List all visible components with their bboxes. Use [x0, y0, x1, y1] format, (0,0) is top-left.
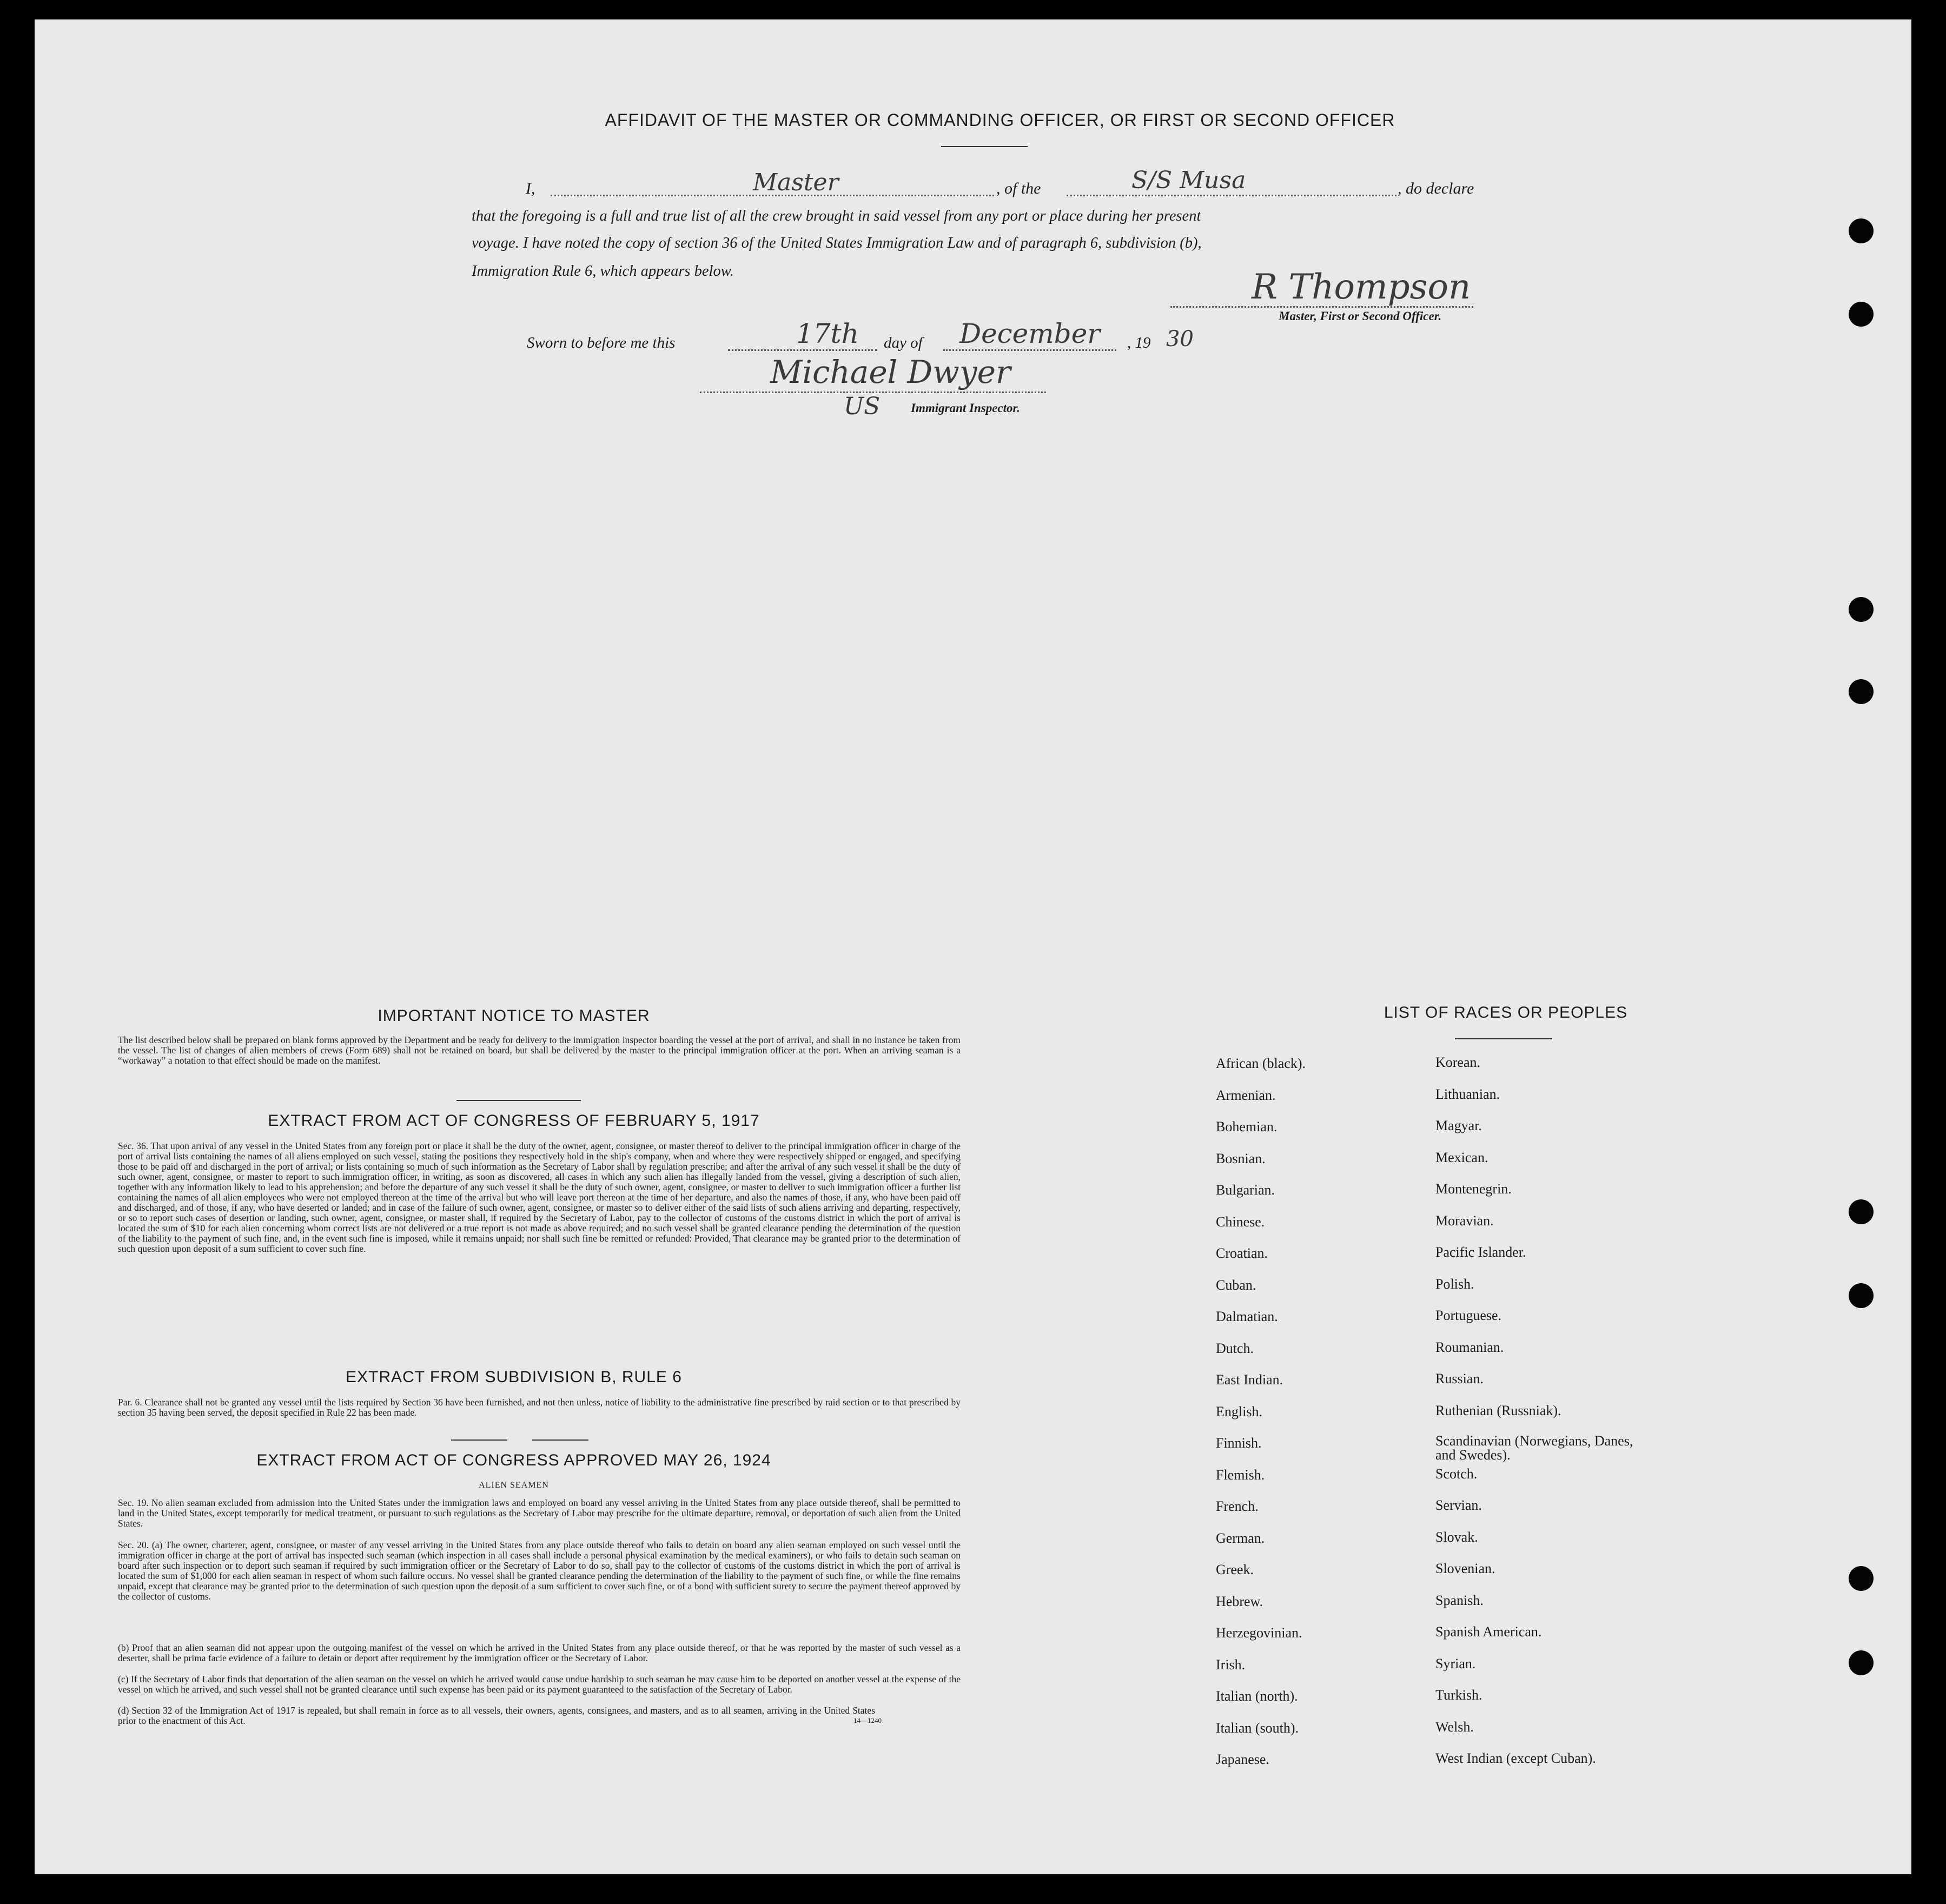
- race-item: Lithuanian.: [1435, 1086, 1500, 1102]
- race-item: Greek.: [1216, 1562, 1254, 1577]
- race-item: Dalmatian.: [1216, 1309, 1278, 1324]
- affidavit-line2: that the foregoing is a full and true list of all the crew brought in said vessel from any port or place during her present: [472, 208, 1201, 224]
- race-item: Cuban.: [1216, 1277, 1256, 1293]
- document-page: [35, 19, 1911, 1874]
- extract-1924-sec20d: (d) Section 32 of the Immigration Act of 1917 is repealed, but shall remain in force as to all vessels, their owners, agents, consignees, and masters, and as to all seamen, arriving in the United States prior to the enactment of this Act.: [118, 1705, 875, 1726]
- binder-hole: [1849, 1199, 1874, 1224]
- day-of-label: day of: [884, 334, 923, 351]
- year-prefix: , 19: [1127, 334, 1151, 351]
- day-handwritten: 17th: [796, 318, 859, 349]
- binder-hole: [1849, 302, 1874, 327]
- race-item: Hebrew.: [1216, 1593, 1263, 1609]
- race-item: Scotch.: [1435, 1465, 1478, 1482]
- binder-hole: [1849, 1283, 1874, 1308]
- form-number: 14—1240: [853, 1716, 882, 1724]
- race-item: Turkish.: [1435, 1687, 1482, 1703]
- race-item: Chinese.: [1216, 1213, 1265, 1230]
- sworn-label: Sworn to before me this: [527, 334, 676, 351]
- races-left-column: [1216, 1056, 1421, 1783]
- vessel-handwritten: S/S Musa: [1131, 167, 1246, 194]
- race-item: Portuguese.: [1435, 1308, 1502, 1323]
- binder-hole: [1849, 1650, 1874, 1675]
- race-item: Bohemian.: [1216, 1119, 1278, 1135]
- inspector-prefix: US: [844, 393, 881, 420]
- name-handwritten: Master: [753, 169, 839, 196]
- inspector-signature: Michael Dwyer: [770, 354, 1011, 390]
- month-handwritten: December: [959, 318, 1101, 349]
- race-item: Mexican.: [1435, 1149, 1488, 1165]
- race-item: Polish.: [1435, 1276, 1474, 1292]
- races-right-column: [1435, 1054, 1706, 1782]
- section-rule: [451, 1439, 507, 1441]
- race-item: Servian.: [1435, 1497, 1482, 1513]
- of-the-label: , of the: [996, 180, 1041, 197]
- extract-1924-sec20b: (b) Proof that an alien seaman did not appear upon the outgoing manifest of the vessel on which he arrived in the United States from any place outside thereof, or that he was reported by the master of such vessel as a deserter, shall be prima facie evidence of a failure to detain or deport after requirement by the immigration officer or the Secretary of Labor.: [118, 1642, 961, 1663]
- binder-hole: [1849, 218, 1874, 243]
- i-label: I,: [526, 180, 535, 197]
- race-item: Welsh.: [1435, 1719, 1474, 1735]
- race-item: Magyar.: [1435, 1118, 1482, 1133]
- race-item: Spanish.: [1435, 1592, 1484, 1608]
- race-item: Dutch.: [1216, 1340, 1254, 1356]
- race-item: Montenegrin.: [1435, 1181, 1512, 1197]
- section-rule: [456, 1100, 581, 1101]
- binder-hole: [1849, 597, 1874, 622]
- binder-hole: [1849, 679, 1874, 704]
- signature-caption: Master, First or Second Officer.: [1279, 309, 1442, 323]
- races-rule: [1455, 1038, 1552, 1039]
- affidavit-line3: voyage. I have noted the copy of section 36 of the United States Immigration Law and of paragraph 6, subdivision (b),: [472, 235, 1202, 251]
- section-rule: [532, 1439, 588, 1441]
- race-item: Russian.: [1435, 1371, 1484, 1386]
- month-line: [943, 349, 1116, 351]
- extract-1924-sec20a: Sec. 20. (a) The owner, charterer, agent, consignee, or master of any vessel arriving in the United States from any place outside thereof who fails to detain on board any alien seaman employed on such vessel until the immigration officer in charge at the port of arrival has inspected such seaman (which inspection in all cases shall include a personal physical examination by the medical examiners), or who fails to detain such seaman on board after such inspection or to deport such seaman if required by such immigration officer or the Secretary of Labor to do so, shall pay to the collector of customs of the customs district in which the port of arrival is located the sum of $1,000 for each alien seaman in respect of whom such failure occurs. No vessel shall be granted clearance pending the determination of the liability to the payment of such fine, or while the fine remains unpaid, except that clearance may be granted prior to the determination of such question upon the deposit of a sum sufficient to cover such fine, or of a bond with sufficient surety to secure the payment thereof approved by the collector of customs.: [118, 1540, 961, 1602]
- affidavit-title: AFFIDAVIT OF THE MASTER OR COMMANDING OFFICER, OR FIRST OR SECOND OFFICER: [605, 110, 1395, 130]
- extract-1924-sec19: Sec. 19. No alien seaman excluded from admission into the United States under the immigration laws and employed on board any vessel arriving in the United States from any place outside thereof, shall be permitted to land in the United States, except temporarily for medical treatment, or pursuant to such regulations as the Secretary of Labor may prescribe for the ultimate departure, removal, or deportation of such alien from the United States.: [118, 1497, 961, 1529]
- race-item: Italian (north).: [1216, 1688, 1298, 1704]
- race-item: French.: [1216, 1498, 1259, 1514]
- subdivision-title: EXTRACT FROM SUBDIVISION B, RULE 6: [346, 1368, 682, 1386]
- race-item: Spanish American.: [1435, 1624, 1542, 1640]
- master-signature: R Thompson: [1252, 267, 1471, 307]
- race-item: Slovenian.: [1435, 1561, 1495, 1576]
- race-item: German.: [1216, 1530, 1265, 1546]
- affidavit-line1: [526, 167, 1559, 209]
- race-item: Syrian.: [1435, 1655, 1476, 1671]
- inspector-caption: Immigrant Inspector.: [911, 401, 1020, 415]
- do-declare-label: , do declare: [1398, 180, 1474, 197]
- race-item: Japanese.: [1216, 1752, 1269, 1767]
- extract-1924-title: EXTRACT FROM ACT OF CONGRESS APPROVED MAY 26, 1924: [256, 1451, 771, 1469]
- subdivision-body: Par. 6. Clearance shall not be granted any vessel until the lists required by Section 36 have been furnished, and not then unless, notice of liability to the administrative fine prescribed by raid section or to that prescribed by section 35 having been served, the deposit specified in Rule 22 has been made.: [118, 1397, 961, 1418]
- race-item: Irish.: [1216, 1656, 1246, 1673]
- affidavit-line4: Immigration Rule 6, which appears below.: [472, 263, 734, 280]
- extract-1917-title: EXTRACT FROM ACT OF CONGRESS OF FEBRUARY 5, 1917: [268, 1112, 760, 1130]
- race-item: Moravian.: [1435, 1212, 1494, 1229]
- race-item: Croatian.: [1216, 1245, 1268, 1261]
- race-item: West Indian (except Cuban).: [1435, 1750, 1596, 1766]
- race-item: Ruthenian (Russniak).: [1435, 1402, 1561, 1418]
- race-item: Korean.: [1435, 1054, 1481, 1070]
- race-item: Bosnian.: [1216, 1150, 1266, 1166]
- race-item: African (black).: [1216, 1056, 1306, 1071]
- binder-hole: [1849, 1566, 1874, 1591]
- race-item: East Indian.: [1216, 1372, 1283, 1388]
- race-item: Bulgarian.: [1216, 1182, 1275, 1198]
- extract-1917-body: Sec. 36. That upon arrival of any vessel in the United States from any foreign port or place it shall be the duty of the owner, agent, consignee, or master thereof to deliver to the principal immigration officer in charge of the port of arrival lists containing the names of all aliens employed on such vessel, stating the positions they respectively hold in the ship's company, when and where they were respectively shipped or engaged, and specifying those to be paid off and discharged in the port of arrival; or lists containing so much of such information as the Secretary of Labor shall by regulation prescribe; and after the arrival of any such vessel it shall be the duty of such owner, agent, consignee, or master to report to such immigration officer, in writing, as soon as discovered, all cases in which any such alien has illegally landed from the vessel, giving a description of such alien, together with any information likely to lead to his apprehension; and before the departure of any such vessel it shall be the duty of such owner, agent, consignee, or master to deliver to such immigration officer a further list containing the names of all alien employees who were not employed thereon at the time of the arrival but who will leave port thereon at the time of her departure, and also the names of those, if any, who have been paid off and discharged, and of those, if any, who have deserted or landed; and in case of the failure of such owner, agent, consignee, or master so to deliver either of the said lists of such aliens arriving and departing, respectively, or so to report such cases of desertion or landing, such owner, agent, consignee, or master shall, if required by the Secretary of Labor, pay to the collector of customs of the customs district in which the port of arrival is located the sum of $10 for each alien concerning whom correct lists are not delivered or a true report is not made as above required; and no such vessel shall be granted clearance pending the determination of the question of the liability to the payment of such fine, and, in the event such fine is imposed, while it remains unpaid; nor shall such fine be remitted or refunded: Provided, That clearance may be granted prior to the determination of such question upon deposit of a sum sufficient to cover such fine.: [118, 1140, 961, 1254]
- extract-1924-sec20c: (c) If the Secretary of Labor finds that deportation of the alien seaman on the vessel on which he arrived would cause undue hardship to such seaman he may cause him to be deported on another vessel at the expense of the vessel on which he arrived, and such vessel shall not be granted clearance until such expense has been paid or its payment guaranteed to the satisfaction of the Secretary of Labor.: [118, 1674, 961, 1695]
- year-handwritten: 30: [1166, 327, 1194, 351]
- race-item: Finnish.: [1216, 1435, 1262, 1451]
- notice-title: IMPORTANT NOTICE TO MASTER: [378, 1007, 650, 1025]
- race-item: Italian (south).: [1216, 1720, 1299, 1736]
- day-line: [728, 349, 877, 351]
- races-title: LIST OF RACES OR PEOPLES: [1384, 1004, 1628, 1021]
- notice-body: The list described below shall be prepared on blank forms approved by the Department and be ready for delivery to the immigration inspector boarding the vessel at the port of arrival, and shall in no instance be taken from the vessel. The list of changes of alien members of crews (Form 689) shall not be retained on board, but shall be delivered by the master to the principal immigration officer at the port. When an arriving seaman is a “workaway” a notation to that effect should be made on the manifest.: [118, 1034, 961, 1066]
- title-rule: [941, 146, 1028, 147]
- race-item: Roumanian.: [1435, 1339, 1504, 1355]
- race-item: Herzegovinian.: [1216, 1625, 1302, 1641]
- race-item: Flemish.: [1216, 1467, 1265, 1483]
- extract-1924-subtitle: ALIEN SEAMEN: [479, 1481, 549, 1490]
- race-item: Pacific Islander.: [1435, 1244, 1526, 1260]
- vessel-line: [1067, 195, 1396, 196]
- race-item: Slovak.: [1435, 1529, 1478, 1545]
- race-item: Scandinavian (Norwegians, Danes, and Swedes).: [1435, 1433, 1633, 1463]
- race-item: English.: [1216, 1403, 1262, 1419]
- race-item: Armenian.: [1216, 1087, 1276, 1103]
